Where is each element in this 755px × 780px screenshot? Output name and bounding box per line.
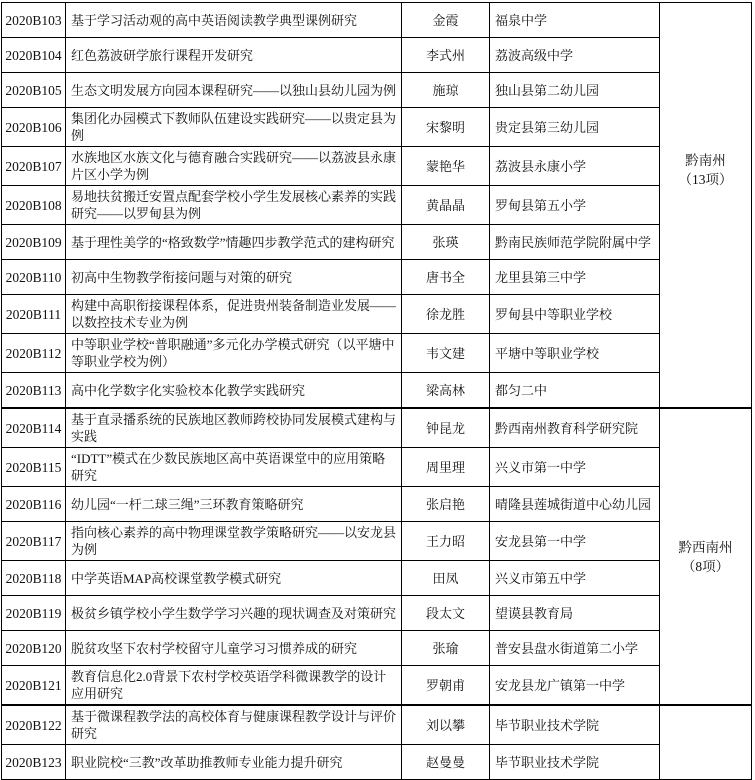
projects-table: [1, 2, 752, 780]
region-group: [2, 408, 752, 705]
table-row: [2, 705, 660, 745]
project-id-cell: 2020B109: [2, 225, 66, 260]
project-title-cell: 幼儿园“一杆二球三绳”三环教育策略研究: [66, 487, 402, 522]
project-id-cell: 2020B103: [2, 3, 66, 38]
project-title-cell: 中等职业学校“普职融通”多元化办学模式研究（以平塘中等职业学校为例）: [66, 334, 402, 373]
project-id-cell: 2020B121: [2, 666, 66, 705]
region-group: [2, 705, 752, 780]
project-title-cell: 指向核心素养的高中物理课堂教学策略研究――以安龙县为例: [66, 522, 402, 561]
institution-cell: 黔南民族师范学院附属中学: [490, 225, 660, 260]
project-id-cell: 2020B104: [2, 38, 66, 73]
leader-name-cell: 黄晶晶: [402, 186, 490, 225]
institution-cell: 安龙县龙广镇第一中学: [490, 666, 660, 705]
region-group: [2, 3, 752, 408]
institution-cell: 普安县盘水街道第二小学: [490, 631, 660, 666]
project-id-cell: 2020B123: [2, 745, 66, 780]
project-title-cell: 易地扶贫搬迁安置点配套学校小学生发展核心素养的实践研究――以罗甸县为例: [66, 186, 402, 225]
project-title-cell: 基于直录播系统的民族地区教师跨校协同发展模式建构与实践: [66, 408, 402, 448]
table-row: [2, 295, 660, 334]
project-title-cell: 水族地区水族文化与德育融合实践研究――以荔波县永康片区小学为例: [66, 147, 402, 186]
leader-name-cell: 钟昆龙: [402, 408, 490, 448]
table-row: [2, 225, 660, 260]
region-label: 黔南州: [685, 153, 726, 168]
project-title-cell: 极贫乡镇学校小学生数学学习兴趣的现状调查及对策研究: [66, 596, 402, 631]
institution-cell: 黔西南州教育科学研究院: [490, 408, 660, 448]
project-title-cell: 集团化办园模式下教师队伍建设实践研究――以贵定县为例: [66, 108, 402, 147]
project-id-cell: 2020B114: [2, 408, 66, 448]
project-id-cell: 2020B120: [2, 631, 66, 666]
project-id-cell: 2020B112: [2, 334, 66, 373]
leader-name-cell: 罗朝甫: [402, 666, 490, 705]
table-row: [2, 561, 660, 596]
leader-name-cell: 唐书全: [402, 260, 490, 295]
leader-name-cell: 徐龙胜: [402, 295, 490, 334]
institution-cell: 望谟县教育局: [490, 596, 660, 631]
project-title-cell: 生态文明发展方向园本课程研究――以独山县幼儿园为例: [66, 73, 402, 108]
project-title-cell: 高中化学数字化实验校本化教学实践研究: [66, 373, 402, 408]
leader-name-cell: 韦文建: [402, 334, 490, 373]
leader-name-cell: 李式州: [402, 38, 490, 73]
rows-column: [2, 3, 660, 408]
institution-cell: 平塘中等职业学校: [490, 334, 660, 373]
table-row: [2, 631, 660, 666]
project-title-cell: 初高中生物教学衔接问题与对策的研究: [66, 260, 402, 295]
table-row: [2, 73, 660, 108]
institution-cell: 罗甸县中等职业学校: [490, 295, 660, 334]
region-cell: [660, 705, 752, 780]
table-row: [2, 745, 660, 780]
leader-name-cell: 梁高林: [402, 373, 490, 408]
table-row: [2, 186, 660, 225]
project-id-cell: 2020B107: [2, 147, 66, 186]
table-row: [2, 522, 660, 561]
institution-cell: 晴隆县莲城街道中心幼儿园: [490, 487, 660, 522]
institution-cell: 罗甸县第五小学: [490, 186, 660, 225]
project-id-cell: 2020B108: [2, 186, 66, 225]
project-id-cell: 2020B118: [2, 561, 66, 596]
institution-cell: 毕节职业技术学院: [490, 705, 660, 745]
table-row: [2, 108, 660, 147]
table-row: [2, 373, 660, 408]
institution-cell: 兴义市第一中学: [490, 448, 660, 487]
region-count: （13项）: [678, 172, 733, 187]
project-title-cell: 基于学习活动观的高中英语阅读教学典型课例研究: [66, 3, 402, 38]
leader-name-cell: 周里理: [402, 448, 490, 487]
leader-name-cell: 王力昭: [402, 522, 490, 561]
project-id-cell: 2020B119: [2, 596, 66, 631]
table-row: [2, 448, 660, 487]
project-title-cell: 基于微课程教学法的高校体育与健康课程教学设计与评价研究: [66, 705, 402, 745]
rows-column: [2, 408, 660, 705]
institution-cell: 兴义市第五中学: [490, 561, 660, 596]
table-row: [2, 260, 660, 295]
project-title-cell: 基于理性美学的“格致数学”情趣四步教学范式的建构研究: [66, 225, 402, 260]
project-title-cell: 红色荔波研学旅行课程开发研究: [66, 38, 402, 73]
leader-name-cell: 张瑜: [402, 631, 490, 666]
project-id-cell: 2020B105: [2, 73, 66, 108]
institution-cell: 独山县第二幼儿园: [490, 73, 660, 108]
region-count: （8项）: [681, 558, 730, 574]
institution-cell: 荔波县永康小学: [490, 147, 660, 186]
leader-name-cell: 蒙艳华: [402, 147, 490, 186]
institution-cell: 福泉中学: [490, 3, 660, 38]
institution-cell: 龙里县第三中学: [490, 260, 660, 295]
leader-name-cell: 张启艳: [402, 487, 490, 522]
region-cell: [660, 408, 752, 705]
table-row: [2, 596, 660, 631]
project-title-cell: 中学英语MAP高校课堂教学模式研究: [66, 561, 402, 596]
table-row: [2, 334, 660, 373]
table-row: [2, 147, 660, 186]
region-label: 黔西南州: [678, 539, 733, 555]
project-title-cell: 职业院校“三教”改革助推教师专业能力提升研究: [66, 745, 402, 780]
project-id-cell: 2020B113: [2, 373, 66, 408]
project-id-cell: 2020B116: [2, 487, 66, 522]
institution-cell: 贵定县第三幼儿园: [490, 108, 660, 147]
leader-name-cell: 赵曼曼: [402, 745, 490, 780]
project-id-cell: 2020B111: [2, 295, 66, 334]
table-row: [2, 38, 660, 73]
institution-cell: 荔波高级中学: [490, 38, 660, 73]
institution-cell: 都匀二中: [490, 373, 660, 408]
region-cell: [660, 3, 752, 408]
institution-cell: 毕节职业技术学院: [490, 745, 660, 780]
project-title-cell: 教育信息化2.0背景下农村学校英语学科微课教学的设计应用研究: [66, 666, 402, 705]
project-title-cell: 脱贫攻坚下农村学校留守儿童学习习惯养成的研究: [66, 631, 402, 666]
project-id-cell: 2020B106: [2, 108, 66, 147]
leader-name-cell: 张瑛: [402, 225, 490, 260]
table-row: [2, 666, 660, 705]
leader-name-cell: 宋黎明: [402, 108, 490, 147]
project-title-cell: 构建中高职衔接课程体系，促进贵州装备制造业发展――以数控技术专业为例: [66, 295, 402, 334]
project-title-cell: “IDTT”模式在少数民族地区高中英语课堂中的应用策略研究: [66, 448, 402, 487]
project-id-cell: 2020B117: [2, 522, 66, 561]
table-row: [2, 487, 660, 522]
institution-cell: 安龙县第一中学: [490, 522, 660, 561]
leader-name-cell: 田凤: [402, 561, 490, 596]
leader-name-cell: 段太文: [402, 596, 490, 631]
leader-name-cell: 刘以攀: [402, 705, 490, 745]
table-row: [2, 3, 660, 38]
project-id-cell: 2020B115: [2, 448, 66, 487]
project-id-cell: 2020B110: [2, 260, 66, 295]
table-row: [2, 408, 660, 448]
project-id-cell: 2020B122: [2, 705, 66, 745]
leader-name-cell: 施琼: [402, 73, 490, 108]
rows-column: [2, 705, 660, 780]
leader-name-cell: 金霞: [402, 3, 490, 38]
